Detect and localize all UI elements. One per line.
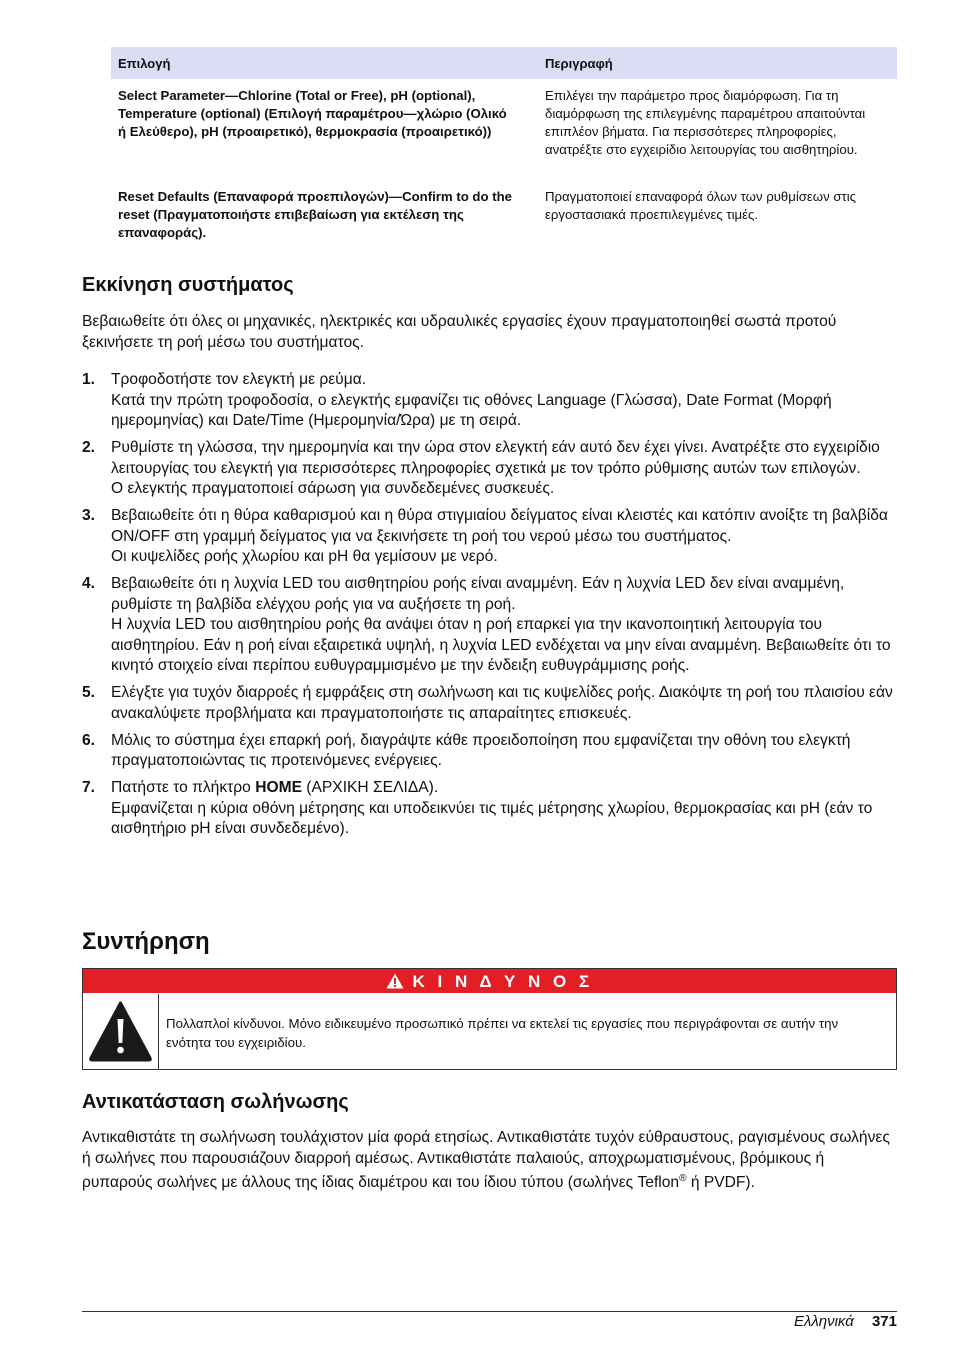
tubing-heading: Αντικατάσταση σωλήνωσης bbox=[82, 1091, 349, 1113]
step-text-before: Πατήστε το πλήκτρο bbox=[111, 779, 256, 796]
danger-label: Κ Ι Ν Δ Υ Ν Ο Σ bbox=[412, 972, 594, 991]
danger-header bbox=[83, 969, 896, 993]
step-text: Ελέγξτε για τυχόν διαρροές ή εμφράξεις στη σωλήνωση και τις κυψελίδες ροής. Διακόψτε τη ροή του πλαισίου εάν ανακαλύψετε προβλήματα και πραγματοποιήστε τις απαραίτητες επισκευές. bbox=[111, 684, 893, 722]
step-number: 2. bbox=[82, 439, 96, 456]
step-text: Βεβαιωθείτε ότι η θύρα καθαρισμού και η θύρα στιγμιαίου δείγματος είναι κλειστές και κατόπιν ανοίξτε τη βαλβίδα ON/OFF στη γραμμή δείγματος για να ξεκινήσετε τη ροή του νερού μέσω του συστήματος. bbox=[111, 507, 888, 545]
table-header-option: Επιλογή bbox=[111, 47, 538, 79]
home-key-label: HOME bbox=[255, 779, 302, 796]
step-number: 1. bbox=[82, 371, 96, 388]
danger-box bbox=[82, 968, 897, 1070]
step-text-after: (ΑΡΧΙΚΗ ΣΕΛΙΔΑ). bbox=[301, 779, 439, 796]
step-result: Η λυχνία LED του αισθητηρίου ροής θα ανάψει όταν η ροή επαρκεί για την ικανοποιητική λειτουργία του αισθητηρίου. Εάν η ροή είναι εξαιρετικά υψηλή, η λυχνία LED ενδέχεται να μην είναι αναμμένη. Βεβαιωθείτε ότι το κινητό στοιχείο είναι περίπου ευθυγραμμισμένο με την ένδειξη ευθυγράμμισης ροής. bbox=[111, 616, 891, 674]
warning-icon bbox=[83, 1056, 158, 1073]
list-item bbox=[82, 778, 897, 840]
danger-text: Πολλαπλοί κίνδυνοι. Μόνο ειδικευμένο προσωπικό πρέπει να εκτελεί τις εργασίες που περιγράφονται σε αυτήν την ενότητα του εγχειριδίου. bbox=[166, 1016, 839, 1050]
footer-divider bbox=[82, 1311, 897, 1312]
table-cell-option: Reset Defaults (Επαναφορά προεπιλογών)—Confirm to do the reset (Πραγματοποιήστε επιβεβαίωση για εκτέλεση της επαναφοράς). bbox=[118, 189, 512, 240]
footer-language: Ελληνικά bbox=[793, 1313, 854, 1330]
table-cell-option: Select Parameter—Chlorine (Total or Free), pH (optional), Temperature (optional) (Επιλογή παραμέτρου—χλώριο (Ολικό ή Ελεύθερο), pH (προαιρετικό), θερμοκρασία (προαιρετικό)) bbox=[118, 88, 507, 139]
list-item bbox=[82, 438, 897, 500]
tubing-text-end: ή PVDF). bbox=[686, 1174, 755, 1192]
startup-heading: Εκκίνηση συστήματος bbox=[82, 274, 294, 296]
step-result: Ο ελεγκτής πραγματοποιεί σάρωση για συνδεδεμένες συσκευές. bbox=[111, 480, 555, 497]
step-number: 4. bbox=[82, 575, 96, 592]
step-result: Εμφανίζεται η κύρια οθόνη μέτρησης και υποδεικνύει τις τιμές μέτρησης χλωρίου, θερμοκρασίας και pH (εάν το αισθητήριο pH είναι συνδεδεμένο). bbox=[111, 799, 873, 837]
step-result: Κατά την πρώτη τροφοδοσία, ο ελεγκτής εμφανίζει τις οθόνες Language (Γλώσσα), Date Format (Μορφή ημερομηνίας) και Date/Time (Ημερομηνία/Ώρα) με τη σειρά. bbox=[111, 391, 832, 429]
step-number: 6. bbox=[82, 731, 96, 749]
warning-triangle-icon bbox=[386, 972, 413, 991]
step-text: Τροφοδοτήστε τον ελεγκτή με ρεύμα. bbox=[111, 371, 367, 388]
list-item bbox=[82, 370, 897, 432]
table-row bbox=[111, 79, 897, 181]
table-row bbox=[111, 181, 897, 252]
tubing-paragraph bbox=[82, 1128, 897, 1194]
page-number: 371 bbox=[871, 1313, 897, 1330]
options-table bbox=[111, 47, 897, 252]
step-text: Ρυθμίστε τη γλώσσα, την ημερομηνία και την ώρα στον ελεγκτή εάν αυτό δεν έχει γίνει. Ανατρέξτε στο εγχειρίδιο λειτουργίας του ελεγκτή για περισσότερες πληροφορίες σχετικά με τον τρόπο ρύθμισης αυτών των επιλογών. bbox=[111, 439, 880, 477]
step-text: Μόλις το σύστημα έχει επαρκή ροή, διαγράψτε κάθε προειδοποίηση που εμφανίζεται την οθόνη του ελεγκτή πραγματοποιώντας τις προτεινόμενες ενέργειες. bbox=[111, 731, 851, 769]
list-item bbox=[82, 506, 897, 568]
registered-mark: ® bbox=[679, 1173, 687, 1184]
step-result: Οι κυψελίδες ροής χλωρίου και pH θα γεμίσουν με νερό. bbox=[111, 548, 498, 565]
step-number: 5. bbox=[82, 684, 96, 701]
list-item bbox=[82, 731, 897, 772]
page-footer bbox=[794, 1313, 897, 1330]
table-cell-description: Πραγματοποιεί επαναφορά όλων των ρυθμίσεων στις εργοστασιακά προεπιλεγμένες τιμές. bbox=[545, 189, 856, 222]
maintenance-heading: Συντήρηση bbox=[82, 928, 210, 955]
startup-intro: Βεβαιωθείτε ότι όλες οι μηχανικές, ηλεκτρικές και υδραυλικές εργασίες έχουν πραγματοποιηθεί σωστά προτού ξεκινήσετε τη ροή μέσω του συστήματος. bbox=[82, 313, 837, 351]
table-header-row bbox=[111, 47, 897, 79]
danger-icon-cell bbox=[83, 994, 159, 1069]
list-item bbox=[82, 574, 897, 677]
step-number: 3. bbox=[82, 507, 96, 524]
list-item bbox=[82, 683, 897, 724]
step-number: 7. bbox=[82, 779, 96, 796]
startup-steps-list bbox=[82, 370, 897, 846]
table-cell-description: Επιλέγει την παράμετρο προς διαμόρφωση. Για τη διαμόρφωση της επιλεγμένης παραμέτρου απαιτούνται επιπλέον βήματα. Για περισσότερες πληροφορίες, ανατρέξτε στο εγχειρίδιο λειτουργίας του αισθητηρίου. bbox=[545, 88, 866, 157]
table-header-description: Περιγραφή bbox=[538, 47, 897, 79]
tubing-text: Αντικαθιστάτε τη σωλήνωση τουλάχιστον μία φορά ετησίως. Αντικαθιστάτε τυχόν εύθραυστους, ραγισμένους σωλήνες ή σωλήνες που παρουσιάζουν διαρροή αμέσως. Αντικαθιστάτε παλαιούς, αποχρωματισμένους, βρόμικους ή ρυπαρούς σωλήνες με άλλους της ίδιας διαμέτρου και του ίδιου τύπου (σωλήνες Teflon bbox=[82, 1129, 890, 1192]
step-text: Βεβαιωθείτε ότι η λυχνία LED του αισθητηρίου ροής είναι αναμμένη. Εάν η λυχνία LED δεν είναι αναμμένη, ρυθμίστε τη βαλβίδα ελέγχου ροής για να αυξήσετε τη ροή. bbox=[111, 575, 845, 613]
